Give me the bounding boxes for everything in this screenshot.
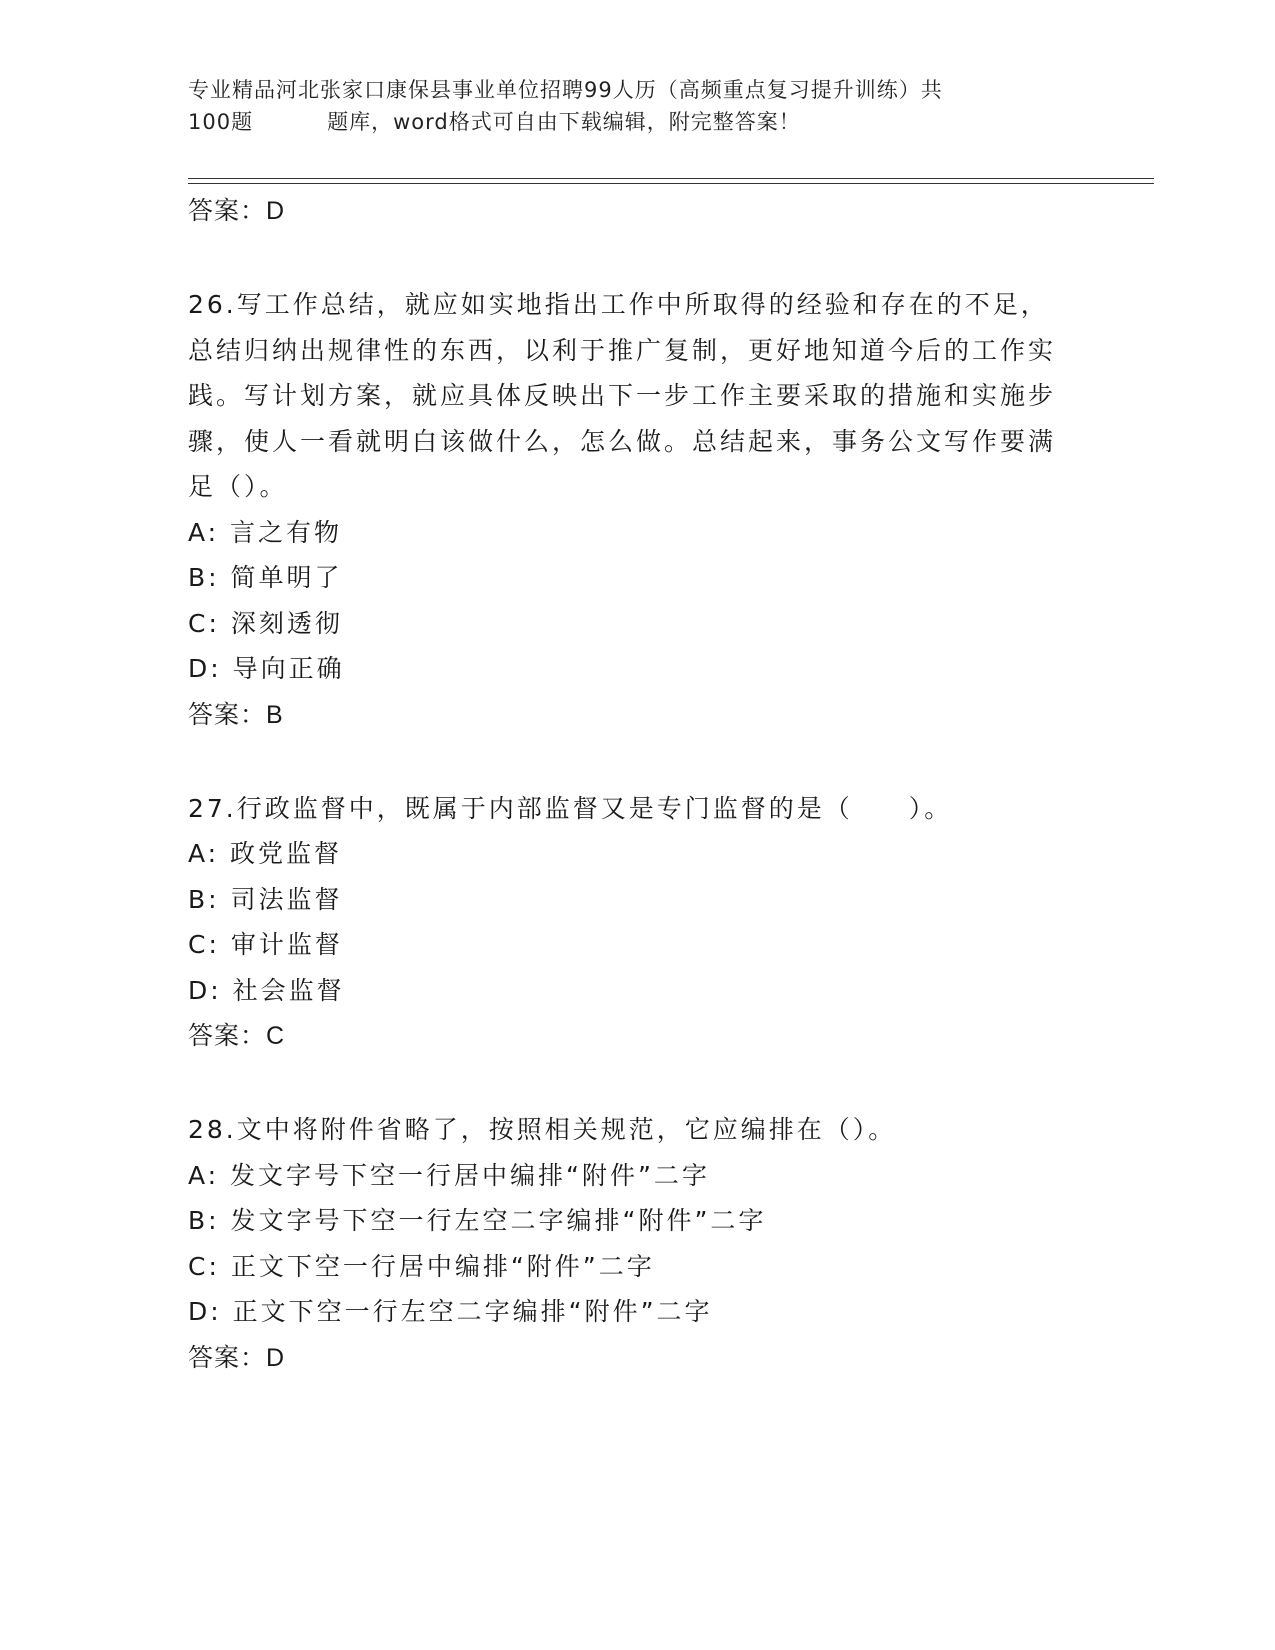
option-b: B: 司法监督 <box>188 884 343 914</box>
header-description: 题库，word格式可自由下载编辑，附完整答案！ <box>327 110 801 134</box>
option-c: C: 正文下空一行居中编排“附件”二字 <box>188 1251 655 1281</box>
header-title-line-2 <box>188 106 1068 138</box>
answer-line: 答案：C <box>188 1022 286 1050</box>
answer-line: 答案：B <box>188 700 284 729</box>
question-block <box>188 282 1068 738</box>
answer-line: 答案：D <box>188 197 286 225</box>
header-divider-top <box>188 178 1154 179</box>
question-block <box>188 786 1068 1060</box>
header-divider-bottom <box>188 183 1154 184</box>
option-d: D: 社会监督 <box>188 975 345 1005</box>
answer-line: 答案：D <box>188 1343 286 1372</box>
document-body <box>188 188 1068 1381</box>
question-text: 28.文中将附件省略了，按照相关规范，它应编排在（）。 <box>188 1115 897 1144</box>
header-count: 100题 <box>188 110 254 134</box>
page-header <box>188 74 1068 138</box>
question-block <box>188 1107 1068 1381</box>
header-title-line-1: 专业精品河北张家口康保县事业单位招聘99人历（高频重点复习提升训练）共 <box>188 78 943 102</box>
option-d: D: 正文下空一行左空二字编排“附件”二字 <box>188 1297 713 1326</box>
option-a: A: 发文字号下空一行居中编排“附件”二字 <box>188 1160 710 1190</box>
option-b: B: 简单明了 <box>188 563 343 592</box>
option-d: D: 导向正确 <box>188 654 345 683</box>
question-text: 26.写工作总结，就应如实地指出工作中所取得的经验和存在的不足，总结归纳出规律性的东西，以利于推广复制，更好地知道今后的工作实践。写计划方案，就应具体反映出下一步工作主要采取的措施和实施步骤，使人一看就明白该做什么，怎么做。总结起来，事务公文写作要满足（）。 <box>188 290 1057 501</box>
option-c: C: 审计监督 <box>188 930 343 959</box>
option-b: B: 发文字号下空一行左空二字编排“附件”二字 <box>188 1206 767 1235</box>
option-c: C: 深刻透彻 <box>188 608 343 638</box>
question-text: 27.行政监督中，既属于内部监督又是专门监督的是（ ）。 <box>188 793 953 823</box>
option-a: A: 言之有物 <box>188 517 343 547</box>
option-a: A: 政党监督 <box>188 839 343 868</box>
